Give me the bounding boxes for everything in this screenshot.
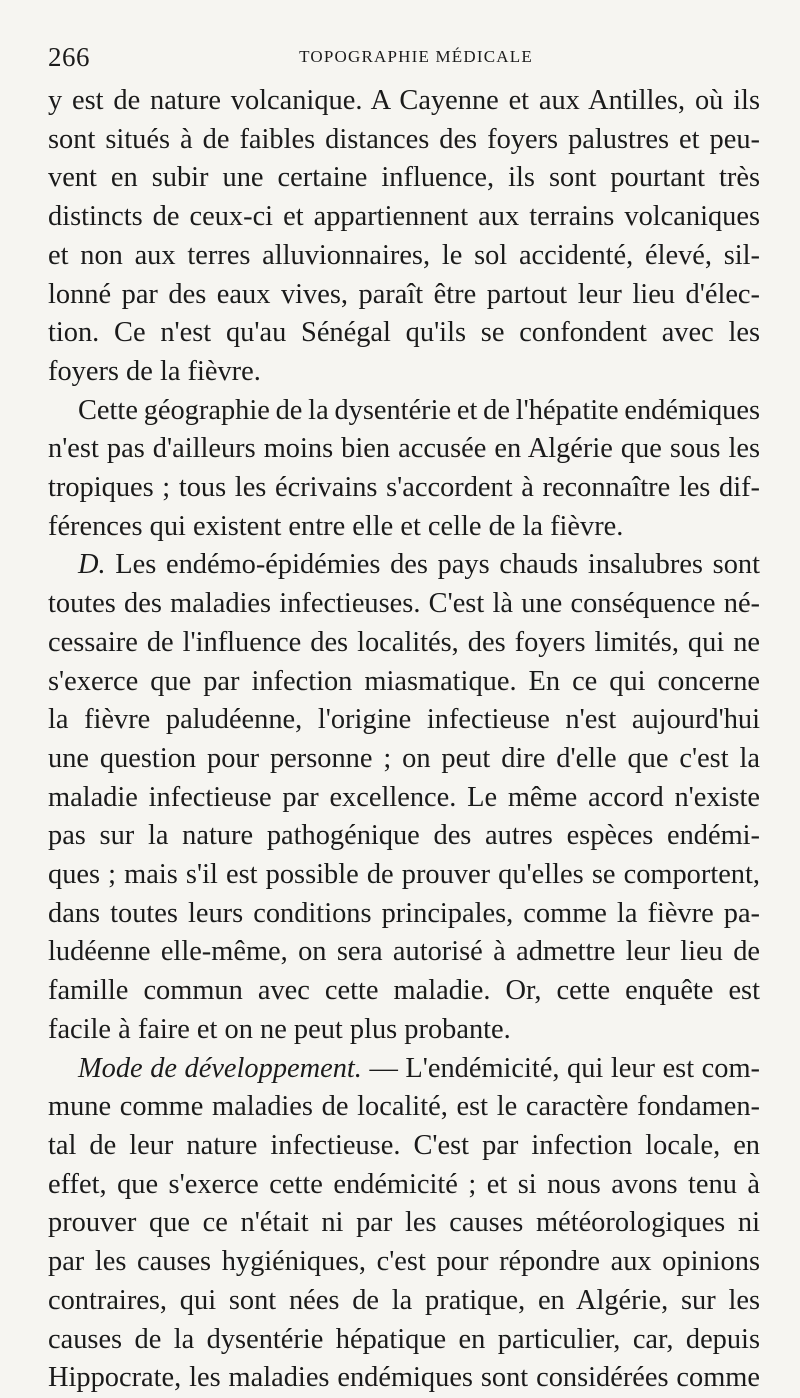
text-line: dans toutes leurs conditions principales, comme la fièvre pa- xyxy=(48,897,760,929)
paragraph-1 xyxy=(48,82,760,392)
text-line: contraires, qui sont nées de la pratique, en Algérie, sur les xyxy=(48,1284,760,1316)
paragraph-3 xyxy=(48,546,760,1049)
text-line: ques ; mais s'il est possible de prouver qu'elles se comportent, xyxy=(48,859,760,891)
section-letter: D. xyxy=(78,549,106,581)
text-line: lonné par des eaux vives, paraît être partout leur lieu d'élec- xyxy=(48,278,760,310)
text-line: foyers de la fièvre. xyxy=(48,355,261,387)
running-head: TOPOGRAPHIE MÉDICALE xyxy=(299,47,533,66)
text-line: tion. Ce n'est qu'au Sénégal qu'ils se confondent avec les xyxy=(48,317,760,349)
text-line: toutes des maladies infectieuses. C'est là une conséquence né- xyxy=(48,588,760,620)
section-heading-inline: Mode de développement. xyxy=(78,1052,362,1084)
page-number: 266 xyxy=(48,42,90,72)
text-line: tropiques ; tous les écrivains s'accordent à reconnaître les dif- xyxy=(48,472,760,504)
text-line: y est de nature volcanique. A Cayenne et aux Antilles, où ils xyxy=(48,85,760,116)
paragraph-4 xyxy=(48,1050,760,1398)
text-line: férences qui existent entre elle et celle de la fièvre. xyxy=(48,510,624,542)
text-line: la fièvre paludéenne, l'origine infectieuse n'est aujourd'hui xyxy=(48,704,760,736)
page-body xyxy=(48,82,760,1398)
text-line: et non aux terres alluvionnaires, le sol accidenté, élevé, sil- xyxy=(48,239,760,271)
text-line: causes de la dysentérie hépatique en particulier, car, depuis xyxy=(48,1323,760,1355)
text-line: ludéenne elle-même, on sera autorisé à admettre leur lieu de xyxy=(48,936,760,968)
text-line: Hippocrate, les maladies endémiques sont considérées comme xyxy=(48,1362,760,1394)
text-line: pas sur la nature pathogénique des autres espèces endémi- xyxy=(48,820,760,852)
page-header xyxy=(48,38,760,80)
text-line: tal de leur nature infectieuse. C'est par infection locale, en xyxy=(48,1129,760,1161)
text-line: sont situés à de faibles distances des foyers palustres et peu- xyxy=(48,123,760,155)
text-line: mune comme maladies de localité, est le caractère fondamen- xyxy=(48,1091,760,1123)
text-line: distincts de ceux-ci et appartiennent aux terrains volcaniques xyxy=(48,201,760,233)
text-line: maladie infectieuse par excellence. Le même accord n'existe xyxy=(48,781,760,813)
text-line: vent en subir une certaine influence, ils sont pourtant très xyxy=(48,162,760,194)
paragraph-2 xyxy=(48,392,760,547)
text-line: prouver que ce n'était ni par les causes météorologiques ni xyxy=(48,1207,760,1239)
text-line: par les causes hygiéniques, c'est pour répondre aux opinions xyxy=(48,1246,760,1278)
text-run: Les endémo-épidémies des pays chauds insalubres sont xyxy=(105,549,760,581)
text-line: s'exerce que par infection miasmatique. En ce qui concerne xyxy=(48,665,760,697)
text-line: n'est pas d'ailleurs moins bien accusée en Algérie que sous les xyxy=(48,433,760,465)
text-line xyxy=(48,546,760,585)
text-line xyxy=(48,1050,760,1089)
text-line: cessaire de l'influence des localités, des foyers limités, qui ne xyxy=(48,626,760,658)
text-line: effet, que s'exerce cette endémicité ; et si nous avons tenu à xyxy=(48,1168,760,1200)
text-line: une question pour personne ; on peut dire d'elle que c'est la xyxy=(48,742,760,774)
text-line: famille commun avec cette maladie. Or, cette enquête est xyxy=(48,975,760,1007)
text-line: facile à faire et on ne peut plus probante. xyxy=(48,1013,511,1045)
text-line: Cette géographie de la dysentérie et de l'hépatite endémiques xyxy=(78,394,760,426)
text-run: — L'endémicité, qui leur est com- xyxy=(361,1052,760,1084)
